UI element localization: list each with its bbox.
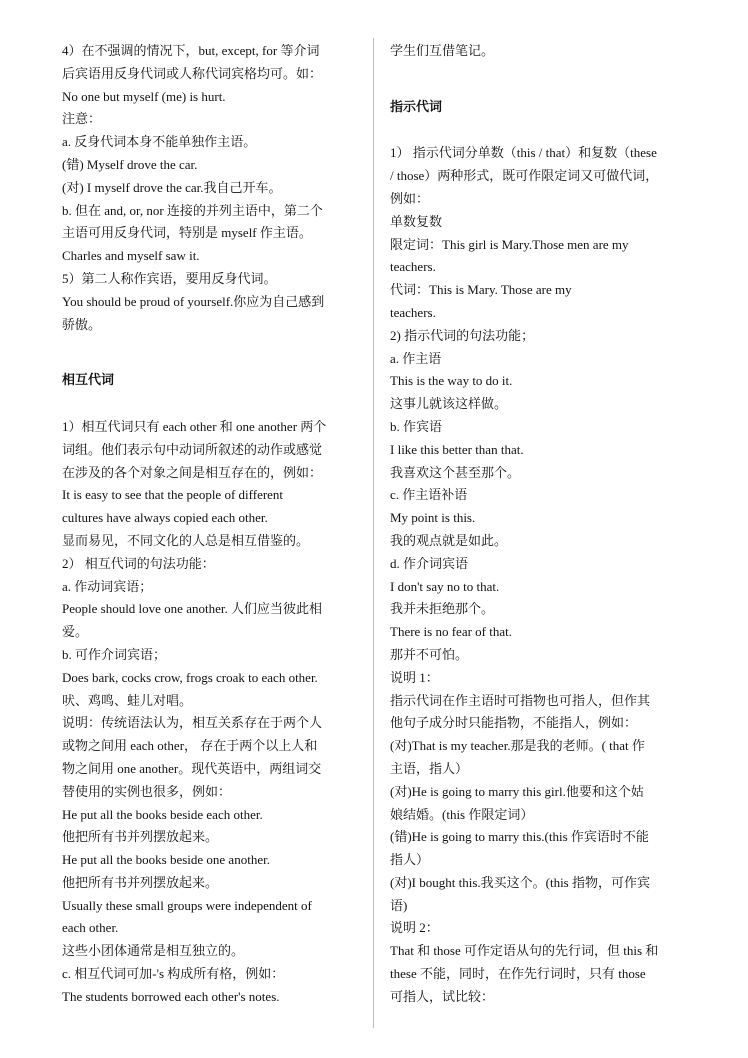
text-line: 他把所有书并列摆放起来。 (62, 874, 219, 890)
text-line: 这些小团体通常是相互独立的。 (62, 943, 245, 959)
text-line: c. 作主语补语 (390, 487, 468, 503)
text-line: 代词：This is Mary. Those are my (390, 282, 572, 298)
text-line: cultures have always copied each other. (62, 510, 268, 526)
text-line: There is no fear of that. (390, 624, 513, 640)
text-line: these 不能，同时，在作先行词时，只有 those (390, 966, 646, 982)
text-line: 主语可用反身代词，特别是 myself 作主语。 (62, 225, 312, 241)
text-line: This is the way to do it. (390, 373, 513, 389)
text-line: No one but myself (me) is hurt. (62, 88, 226, 104)
column-divider (373, 38, 374, 1028)
text-line: each other. (62, 920, 119, 936)
text-line: 他把所有书并列摆放起来。 (62, 829, 219, 845)
text-line: 娘结婚。(this 作限定词） (390, 806, 534, 822)
reflexive-pronoun-notes (62, 40, 360, 336)
text-line: Does bark, cocks crow, frogs croak to each other. (62, 669, 318, 685)
text-line: teachers. (390, 304, 436, 320)
text-line: Usually these small groups were independent of (62, 897, 312, 913)
text-line: 说明 2： (390, 920, 439, 936)
text-line: (错) Myself drove the car. (62, 156, 198, 172)
text-line: 词组。他们表示句中动词所叙述的动作或感觉 (62, 441, 323, 457)
text-line: teachers. (390, 259, 436, 275)
text-line: He put all the books beside one another. (62, 852, 270, 868)
text-line: He put all the books beside each other. (62, 806, 263, 822)
text-line: 主语，指人） (390, 760, 469, 776)
text-line: My point is this. (390, 510, 476, 526)
continued-text (390, 40, 690, 63)
text-line: a. 作动词宾语； (62, 578, 153, 594)
text-line: 1） 指示代词分单数（this / that）和复数（these (390, 145, 657, 161)
text-line: 语) (390, 897, 408, 913)
text-line: 学生们互借笔记。 (390, 43, 495, 58)
text-line: You should be proud of yourself.你应为自己感到 (62, 293, 325, 309)
text-line: b. 可作介词宾语； (62, 646, 167, 662)
text-line: 我并未拒绝那个。 (390, 601, 495, 617)
text-line: 指示代词在作主语时可指物也可指人，但作其 (390, 692, 651, 708)
text-line: That 和 those 可作定语从句的先行词，但 this 和 (390, 943, 659, 959)
text-line: (错)He is going to marry this.(this 作宾语时不能 (390, 829, 649, 845)
text-line: 注意： (62, 111, 102, 127)
text-line: (对) I myself drove the car.我自己开车。 (62, 179, 282, 195)
text-line: 说明 1： (390, 669, 439, 685)
text-line: 替使用的实例也很多，例如： (62, 783, 232, 799)
text-line: 我喜欢这个甚至那个。 (390, 464, 521, 480)
demonstrative-pronoun-body (390, 142, 690, 1008)
text-line: 指人） (390, 852, 430, 868)
text-line: 显而易见，不同文化的人总是相互借鉴的。 (62, 532, 310, 548)
text-line: I don't say no to that. (390, 578, 500, 594)
right-column (390, 40, 690, 1009)
text-line: 这事儿就该这样做。 (390, 396, 508, 412)
text-line: 2) 指示代词的句法功能； (390, 327, 535, 343)
text-line: Charles and myself saw it. (62, 248, 200, 264)
text-line: a. 反身代词本身不能单独作主语。 (62, 134, 257, 150)
text-line: 爱。 (62, 624, 89, 640)
text-line: 他句子成分时只能指物，不能指人，例如： (390, 715, 638, 731)
text-line: 5）第二人称作宾语，要用反身代词。 (62, 270, 277, 286)
text-line: 4）在不强调的情况下，but, except, for 等介词 (62, 43, 320, 58)
text-line: d. 作介词宾语 (390, 555, 469, 571)
text-line: 1）相互代词只有 each other 和 one another 两个 (62, 418, 327, 434)
left-column (62, 40, 360, 1009)
text-line: 单数复数 (390, 213, 443, 229)
text-line: 可指人，试比较： (390, 988, 495, 1004)
text-line: (对)I bought this.我买这个。(this 指物，可作宾 (390, 874, 650, 890)
text-line: 或物之间用 each other， 存在于两个以上人和 (62, 738, 318, 754)
text-line: The students borrowed each other's notes. (62, 988, 280, 1004)
text-line: a. 作主语 (390, 350, 442, 366)
text-line: I like this better than that. (390, 441, 524, 457)
text-line: 骄傲。 (62, 316, 102, 332)
text-line: c. 相互代词可加-'s 构成所有格，例如： (62, 966, 285, 982)
reciprocal-pronoun-body (62, 416, 360, 1009)
text-line: 在涉及的各个对象之间是相互存在的，例如： (62, 464, 323, 480)
text-line: b. 作宾语 (390, 418, 443, 434)
text-line: 后宾语用反身代词或人称代词宾格均可。如： (62, 65, 323, 81)
text-line: 我的观点就是如此。 (390, 532, 508, 548)
text-line: 限定词：This girl is Mary.Those men are my (390, 236, 629, 252)
text-line: 吠、鸡鸣、蛙儿对唱。 (62, 692, 193, 708)
text-line: / those）两种形式，既可作限定词又可做代词， (390, 168, 659, 184)
text-line: It is easy to see that the people of different (62, 487, 284, 503)
text-line: 说明：传统语法认为，相互关系存在于两个人 (62, 715, 323, 731)
text-line: (对)He is going to marry this girl.他要和这个姑 (390, 783, 644, 799)
text-line: People should love one another. 人们应当彼此相 (62, 601, 322, 617)
section-heading-demonstrative-pronouns: 指示代词 (390, 99, 443, 115)
section-heading-reciprocal-pronouns: 相互代词 (62, 373, 115, 389)
text-line: 物之间用 one another。现代英语中，两组词交 (62, 760, 322, 776)
text-line: 例如： (390, 190, 430, 206)
text-line: 2） 相互代词的句法功能： (62, 555, 215, 571)
text-line: b. 但在 and, or, nor 连接的并列主语中，第二个 (62, 202, 323, 218)
text-line: 那并不可怕。 (390, 646, 469, 662)
text-line: (对)That is my teacher.那是我的老师。( that 作 (390, 738, 645, 754)
